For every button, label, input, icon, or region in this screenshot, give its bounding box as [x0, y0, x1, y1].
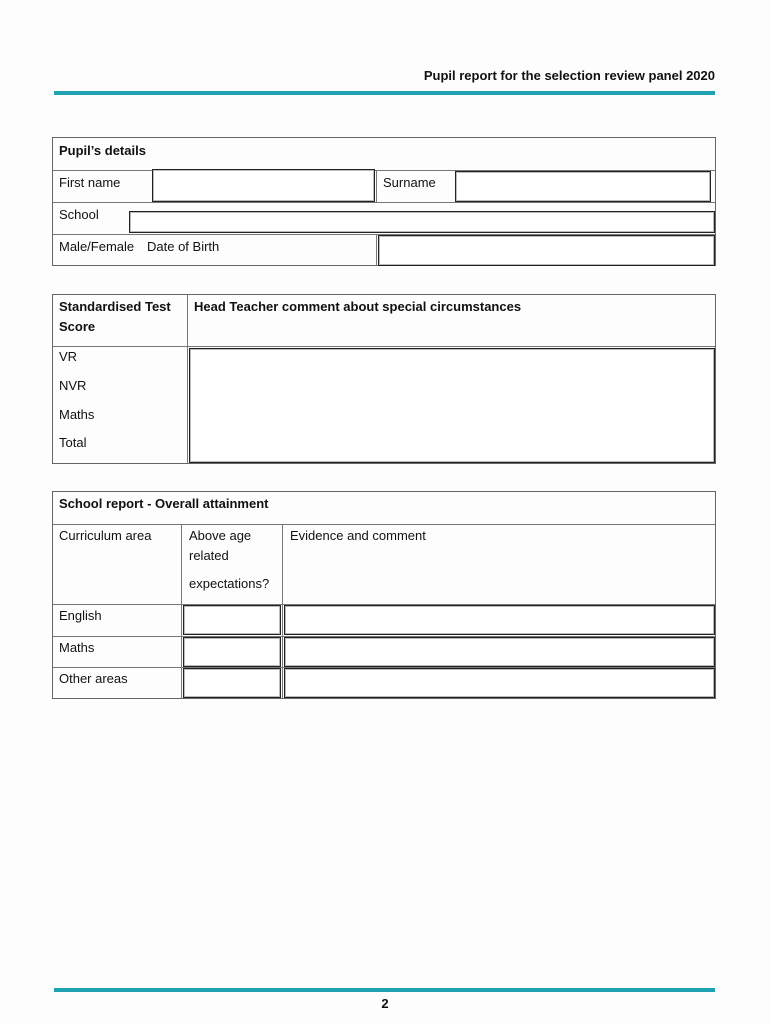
school-field[interactable]: [129, 211, 715, 233]
score-label-vr: VR: [59, 349, 78, 364]
scores-table: [52, 294, 716, 464]
score-label-total: Total: [59, 435, 87, 450]
score-label-maths: Maths: [59, 407, 95, 422]
footer-rule: [54, 988, 715, 992]
page-header-title: Pupil report for the selection review panel 2020: [423, 68, 715, 83]
col-above-line1: Above age: [189, 528, 252, 543]
school-report-table: [52, 491, 716, 699]
header-rule: [54, 91, 715, 95]
surname-field[interactable]: [455, 171, 711, 202]
english-evidence-field[interactable]: [284, 605, 715, 635]
row-english-label: English: [59, 608, 102, 623]
english-above-field[interactable]: [183, 605, 281, 635]
row-maths-label: Maths: [59, 640, 95, 655]
sex-label: Male/Female: [59, 239, 135, 254]
col-above-line3: expectations?: [189, 576, 270, 591]
school-label: School: [59, 207, 99, 222]
scores-heading-line2: Score: [59, 319, 96, 334]
school-report-heading: School report - Overall attainment: [59, 496, 269, 511]
other-above-field[interactable]: [183, 668, 281, 698]
first-name-label: First name: [59, 175, 121, 190]
pupil-details-heading: Pupil’s details: [59, 143, 146, 158]
maths-evidence-field[interactable]: [284, 637, 715, 667]
head-teacher-comment-field[interactable]: [189, 348, 715, 463]
col-evidence: Evidence and comment: [290, 528, 426, 543]
surname-label: Surname: [383, 175, 436, 190]
row-other-areas-label: Other areas: [59, 671, 128, 686]
first-name-field[interactable]: [152, 169, 375, 202]
head-teacher-comment-heading: Head Teacher comment about special circumstances: [194, 299, 522, 314]
dob-label: Date of Birth: [147, 239, 220, 254]
dob-field[interactable]: [378, 235, 715, 266]
col-curriculum-area: Curriculum area: [59, 528, 152, 543]
other-evidence-field[interactable]: [284, 668, 715, 698]
col-above-line2: related: [189, 548, 229, 563]
scores-heading-line1: Standardised Test: [59, 299, 171, 314]
pupil-details-table: [52, 137, 716, 266]
maths-above-field[interactable]: [183, 637, 281, 667]
score-label-nvr: NVR: [59, 378, 87, 393]
page-number: 2: [381, 996, 389, 1011]
